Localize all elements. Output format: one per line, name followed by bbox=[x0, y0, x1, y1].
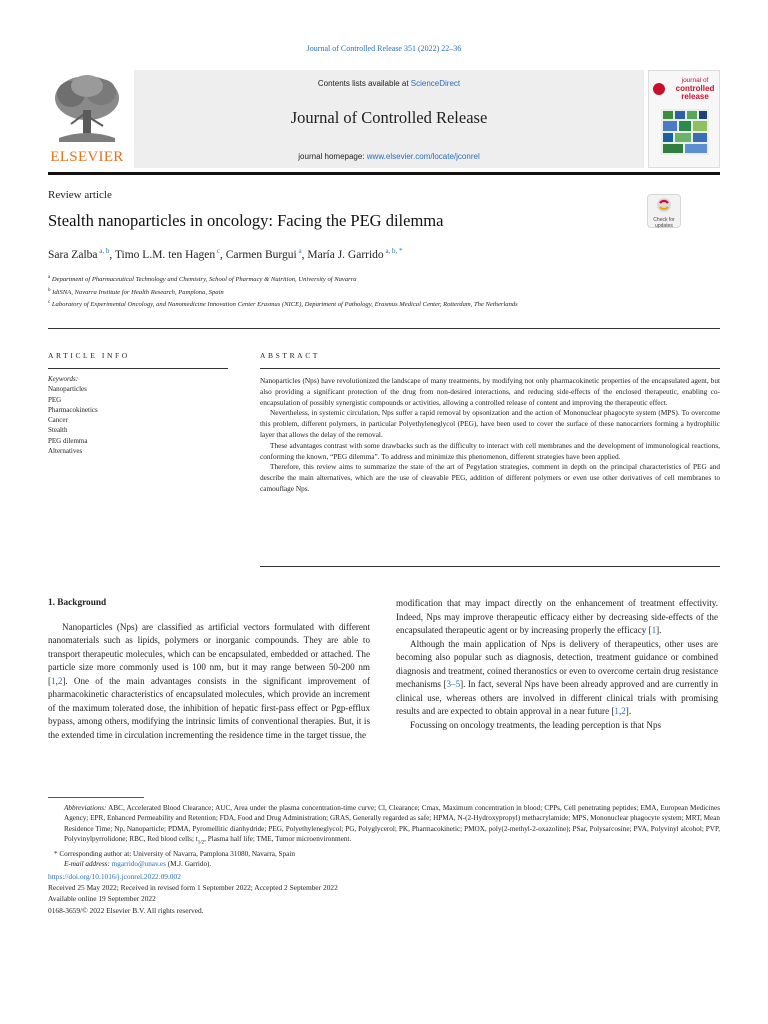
masthead-box bbox=[134, 70, 644, 168]
keyword-item: Alternatives bbox=[48, 447, 83, 456]
contents-prefix: Contents lists available at bbox=[317, 79, 411, 88]
footnote-rule bbox=[48, 797, 144, 798]
author-name[interactable]: Carmen Burgui bbox=[225, 248, 297, 261]
reference-link[interactable]: 1 bbox=[614, 706, 619, 716]
email-note: E-mail address: mgarrido@unav.es (M.J. Garrido). bbox=[64, 860, 212, 869]
sciencedirect-link[interactable]: ScienceDirect bbox=[410, 79, 461, 88]
affiliation-sup: a bbox=[48, 275, 51, 280]
available-online-date: Available online 19 September 2022 bbox=[48, 894, 156, 904]
contents-line bbox=[134, 79, 644, 88]
abstract-paragraph: These advantages contrast with some drawbacks such as the difficulty to interact with cell membranes and the development of immunological reactions, conforming the known, “PEG dilemma”. To address and minimize this phenomenon, different strategies have been applied. bbox=[260, 440, 720, 461]
affiliation-text: Department of Pharmaceutical Technology and Chemistry, School of Pharmacy & Nutrition, University of Navarra bbox=[51, 276, 357, 284]
corresponding-author-note: * Corresponding author at: University of Navarra, Pamplona 31080, Navarra, Spain bbox=[54, 850, 295, 859]
abstract-paragraph: Nanoparticles (Nps) have revolutionized the landscape of many treatments, by modifying not only pharmacokinetic properties of the encapsulated agent, but also providing a significant protection of the drug from non-desired interactions, and reducing side-effects of the enclosed therapeutic, enabling co-encapsulation of possibly synergistic compounds or activities, allowing a controlled release of content and improving the therapeutic effect. bbox=[260, 376, 720, 407]
article-info-heading: ARTICLE INFO bbox=[48, 351, 130, 360]
author-affiliation-sup[interactable]: a bbox=[298, 247, 302, 255]
cover-title-line-3: release bbox=[681, 92, 709, 101]
keyword-item: Cancer bbox=[48, 416, 68, 425]
publisher-logo[interactable] bbox=[48, 70, 126, 168]
masthead-rule bbox=[48, 172, 720, 175]
cover-badge-icon bbox=[653, 83, 665, 95]
keyword-item: PEG bbox=[48, 395, 62, 404]
check-updates-icon bbox=[656, 197, 672, 213]
header-divider bbox=[48, 328, 720, 329]
cover-title-line-2: controlled bbox=[675, 84, 715, 93]
abstract-rule bbox=[260, 368, 720, 369]
affiliation-sup: b bbox=[48, 287, 51, 293]
abstract-paragraph: Therefore, this review aims to summarize the state of the art of Pegylation strategies, comment in depth on the principal characteristics of PEG and describe the main alternatives, which are the use of cleavable PEG, addition of different polymers or even use other derivatives of cell membranes to camouflage Nps. bbox=[260, 462, 720, 493]
homepage-prefix: journal homepage: bbox=[298, 152, 367, 161]
footnotes bbox=[48, 803, 720, 870]
author-affiliation-sup[interactable]: a, b, * bbox=[385, 247, 403, 255]
doi-link[interactable]: https://doi.org/10.1016/j.jconrel.2022.09.002 bbox=[48, 872, 181, 881]
reference-link[interactable]: 3–5 bbox=[446, 679, 461, 689]
abstract-bottom-rule bbox=[260, 566, 720, 567]
affiliation-item bbox=[48, 298, 628, 311]
journal-homepage-link[interactable]: www.elsevier.com/locate/jconrel bbox=[366, 152, 480, 161]
author-separator: , bbox=[219, 248, 226, 261]
abstract-heading: ABSTRACT bbox=[260, 351, 320, 360]
affiliation-item bbox=[48, 286, 628, 299]
affiliation-sup: c bbox=[48, 300, 51, 306]
check-updates-label-1: Check for bbox=[653, 217, 675, 223]
author-separator: , bbox=[301, 248, 308, 261]
body-paragraph: Nanoparticles (Nps) are classified as artificial vectors formulated with different nanomaterials such as lipids, polymers or inorganic compounds. They are able to transport therapeutic molecules, which can be encapsulated, embedded or attached. The particle size more commonly used is 100 nm, but it may range between 50-200 nm [1,2]. One of the main advantages consists in the significant improvement of pharmacokinetic characteristics of encapsulated molecules, which provide an increment of the maximum tolerated dose, the inhibition of hepatic first-pass effect or Pgp-efflux bypass, among others, modifying the intrinsic limits of conventional therapies. But, it is the extended time in circulation incrementing the residence time in the target tissue, the bbox=[48, 621, 370, 740]
homepage-line bbox=[134, 152, 644, 161]
abstract-paragraph: Nevertheless, in systemic circulation, Nps suffer a rapid removal by opsonization and the action of Mononuclear phagocyte system (MPS). To overcome this problem, different polymers, in particular Polyethyleneglycol (PEG), have been used to cover the surface of these nanocarriers forming a hydrophilic layer that allows the delay of the removal. bbox=[260, 408, 720, 439]
keywords-label: Keywords: bbox=[48, 375, 79, 383]
reference-link[interactable]: 2 bbox=[57, 675, 63, 686]
body-paragraph: modification that may impact directly on the enhancement of treatment effectivity. Indeed, Nps may improve therapeutic efficacy either by decreasing side-effects of the encapsulated therapeutic agent or by increasing properly the efficacy [1]. bbox=[396, 598, 718, 635]
keyword-item: Stealth bbox=[48, 426, 68, 435]
reference-link[interactable]: 2 bbox=[621, 706, 626, 716]
abbreviations-label: Abbreviations: bbox=[64, 804, 107, 812]
author-affiliation-sup[interactable]: c bbox=[216, 247, 220, 255]
abbreviations-footnote: Abbreviations: ABC, Accelerated Blood Clearance; AUC, Area under the plasma concentration-time curve; Cl, Clearance; Cmax, Maximum concentration in blood; CPPs, Cell penetrating peptides; EMA, European Medicines Agency; EPR, Enhanced Permeability and Retention; FDA, Food and Drug Administration; GRAS, Generally regarded as safe; HPMA, N-(2-Hydroxypropyl) methacrylamide; MPS, Mononuclear phagocyte system; MRT, Mean Residence Time; Np, Nanoparticle; PDMA, Pyromellitic dianhydride; PEG, Polyethyleneglycol; PG, Polyglycerol; PK, Pharmacokinetic; PMOX, poly(2-methyl-2-oxazoline); PSar, Polysarcosine; PVA, Polyvinyl alcohol; PVP, Polyvinylpyrrolidone; RBC, Red blood cells; $t_{1/2}$, Plasma half life; TME, Tumor microenvironment. bbox=[64, 804, 720, 846]
masthead bbox=[48, 70, 720, 168]
publication-info bbox=[48, 871, 720, 916]
keyword-item: Pharmacokinetics bbox=[48, 405, 98, 414]
keyword-item: PEG dilemma bbox=[48, 436, 88, 445]
reference-link[interactable]: 1 bbox=[51, 675, 56, 686]
author-name[interactable]: Timo L.M. ten Hagen bbox=[114, 248, 216, 261]
journal-title: Journal of Controlled Release bbox=[290, 108, 488, 127]
article-info-rule bbox=[48, 368, 228, 369]
body-column-right bbox=[396, 597, 718, 732]
author-name[interactable]: María J. Garrido bbox=[307, 248, 384, 261]
keywords-list bbox=[48, 374, 218, 456]
body-paragraph: Although the main application of Nps is delivery of therapeutics, other uses are becoming also popular such as diagnosis, detection, treatment guidance or combined diagnosis and treatment, coined theranostics or even to overcome certain drug resistance mechanisms [3–5]. In fact, several Nps have been already approved and are currently in clinical use, whereas others are involved in different clinical trials with promising results and are expected to obtain approval in a near future [1,2]. bbox=[396, 638, 719, 716]
received-dates: Received 25 May 2022; Received in revised form 1 September 2022; Accepted 2 September 2022 bbox=[48, 883, 338, 893]
affiliation-text: IdiSNA, Navarra Institute for Health Research, Pamplona, Spain bbox=[52, 288, 224, 296]
affiliation-text: Laboratory of Experimental Oncology, and Nanomedicine Innovation Center Erasmus (NICE), Department of Pathology, Erasmus Medical Center, Rotterdam, The Netherlands bbox=[51, 301, 518, 309]
author-name[interactable]: Sara Zalba bbox=[48, 248, 98, 261]
article-title: Stealth nanoparticles in oncology: Facing the PEG dilemma bbox=[48, 211, 444, 230]
publisher-name: ELSEVIER bbox=[50, 149, 124, 165]
copyright-notice: 0168-3659/© 2022 Elsevier B.V. All rights reserved. bbox=[48, 905, 204, 915]
keyword-item: Nanoparticles bbox=[48, 385, 87, 394]
affiliation-list bbox=[48, 273, 628, 311]
cover-title bbox=[671, 77, 719, 101]
check-updates-label-2: updates bbox=[655, 222, 673, 229]
author-separator: , bbox=[109, 248, 115, 261]
elsevier-tree-icon bbox=[51, 72, 123, 144]
journal-citation-link[interactable]: Journal of Controlled Release 351 (2022) 22–36 bbox=[306, 44, 462, 53]
reference-link[interactable]: 1 bbox=[651, 625, 657, 635]
cover-image-icon bbox=[661, 109, 709, 155]
body-paragraph: Focussing on oncology treatments, the leading perception is that Nps bbox=[410, 719, 662, 730]
journal-cover-thumbnail[interactable] bbox=[648, 70, 720, 168]
abstract-body bbox=[260, 376, 720, 495]
body-column-left bbox=[48, 597, 370, 742]
email-link[interactable]: mgarrido@unav.es bbox=[111, 860, 166, 869]
cover-title-line-1: journal of bbox=[681, 77, 709, 84]
affiliation-item bbox=[48, 273, 628, 286]
article-type: Review article bbox=[48, 189, 112, 201]
author-list bbox=[48, 247, 403, 261]
check-for-updates-button[interactable] bbox=[647, 194, 681, 228]
section-title: 1. Background bbox=[48, 598, 107, 608]
author-affiliation-sup[interactable]: a, b bbox=[99, 247, 110, 255]
